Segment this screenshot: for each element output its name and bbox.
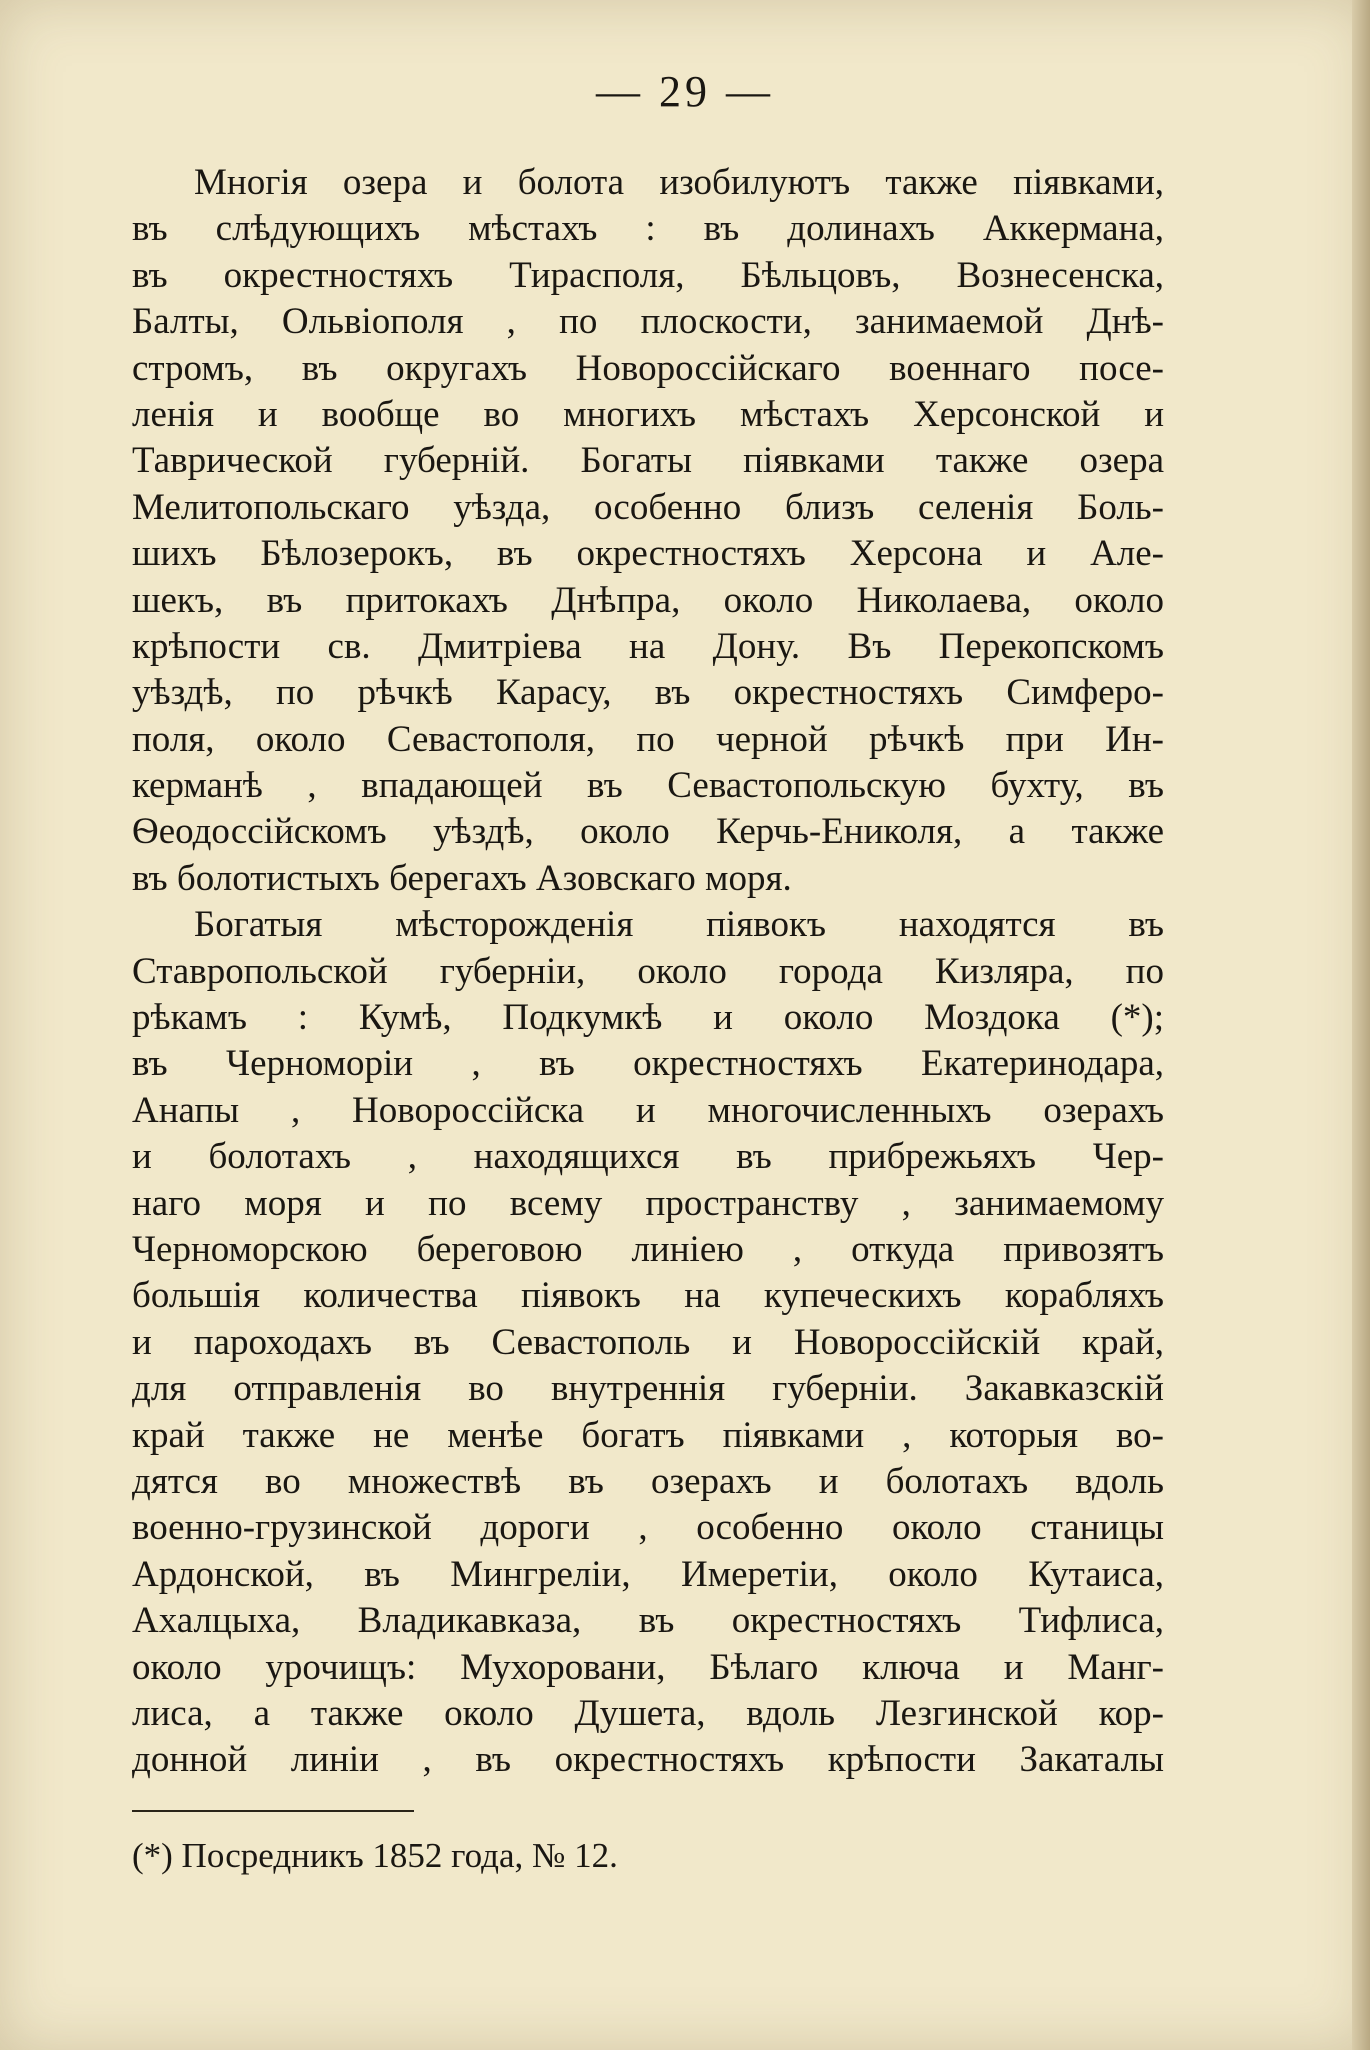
text-line: Ардонской, въ Мингреліи, Имеретіи, около Кутаиса, <box>132 1553 1164 1595</box>
text-line: и пароходахъ въ Севастополь и Новороссійскій край, <box>132 1321 1164 1363</box>
text-line: наго моря и по всему пространству , занимаемому <box>132 1182 1164 1224</box>
text-line: донной линіи , въ окрестностяхъ крѣпости Закаталы <box>132 1739 1164 1781</box>
text-line: шихъ Бѣлозерокъ, въ окрестностяхъ Херсона и Але- <box>132 533 1164 575</box>
text-line: около урочищъ: Мухоровани, Бѣлаго ключа и Манг- <box>132 1646 1164 1688</box>
text-line: Таврической губерній. Богаты піявками также озера <box>132 440 1164 482</box>
paragraph-1 <box>132 160 1164 902</box>
text-line: ленія и вообще во многихъ мѣстахъ Херсонской и <box>132 393 1164 435</box>
paragraph-2 <box>132 902 1164 1783</box>
text-line: въ окрестностяхъ Тирасполя, Бѣльцовъ, Вознесенска, <box>132 254 1164 296</box>
text-line: военно-грузинской дороги , особенно около станицы <box>132 1507 1164 1549</box>
text-line: и болотахъ , находящихся въ прибрежьяхъ Чер- <box>132 1136 1164 1178</box>
text-line: Балты, Ольвіополя , по плоскости, занимаемой Днѣ- <box>132 301 1164 343</box>
text-line: уѣздѣ, по рѣчкѣ Карасу, въ окрестностяхъ Симферо- <box>132 672 1164 714</box>
page-edge <box>1352 0 1370 2050</box>
footnote-rule <box>132 1810 414 1812</box>
text-line: рѣкамъ : Кумѣ, Подкумкѣ и около Моздока (*); <box>132 997 1164 1039</box>
text-line: большія количества піявокъ на купеческихъ корабляхъ <box>132 1275 1164 1317</box>
text-line: Анапы , Новороссійска и многочисленныхъ озерахъ <box>132 1089 1164 1131</box>
text-line: дятся во множествѣ въ озерахъ и болотахъ вдоль <box>132 1460 1164 1502</box>
text-line: керманѣ , впадающей въ Севастопольскую бухту, въ <box>132 765 1164 807</box>
text-line: Многія озера и болота изобилуютъ также піявками, <box>194 162 1164 203</box>
text-line: Черноморскою береговою линіею , откуда привозятъ <box>132 1228 1164 1270</box>
text-line: лиса, а также около Душета, вдоль Лезгинской кор- <box>132 1692 1164 1734</box>
text-line: Ахалцыха, Владикавказа, въ окрестностяхъ Тифлиса, <box>132 1600 1164 1642</box>
text-line: Мелитопольскаго уѣзда, особенно близъ селенія Боль- <box>132 486 1164 528</box>
text-line: въ болотистыхъ берегахъ Азовскаго моря. <box>132 857 792 899</box>
text-line: Ставропольской губерніи, около города Кизляра, по <box>132 950 1164 992</box>
page-number: — 29 — <box>596 67 774 116</box>
text-line: стромъ, въ округахъ Новороссійскаго военнаго посе- <box>132 347 1164 389</box>
text-line: поля, около Севастополя, по черной рѣчкѣ при Ин- <box>132 718 1164 760</box>
text-line: крѣпости св. Дмитріева на Дону. Въ Перекопскомъ <box>132 625 1164 667</box>
footnote: (*) Посредникъ 1852 года, № 12. <box>132 1836 618 1875</box>
text-line: шекъ, въ притокахъ Днѣпра, около Николаева, около <box>132 579 1164 621</box>
text-line: въ слѣдующихъ мѣстахъ : въ долинахъ Аккермана, <box>132 208 1164 250</box>
text-line: край также не менѣе богатъ піявками , которыя во- <box>132 1414 1164 1456</box>
body-text <box>132 160 1164 1784</box>
text-line: для отправленія во внутреннія губерніи. Закавказскій <box>132 1368 1164 1410</box>
text-line: въ Черноморіи , въ окрестностяхъ Екатеринодара, <box>132 1043 1164 1085</box>
text-line: Ѳеодоссійскомъ уѣздѣ, около Керчь-Ениколя, а также <box>132 811 1164 853</box>
text-line: Богатыя мѣсторожденія піявокъ находятся въ <box>194 904 1164 946</box>
